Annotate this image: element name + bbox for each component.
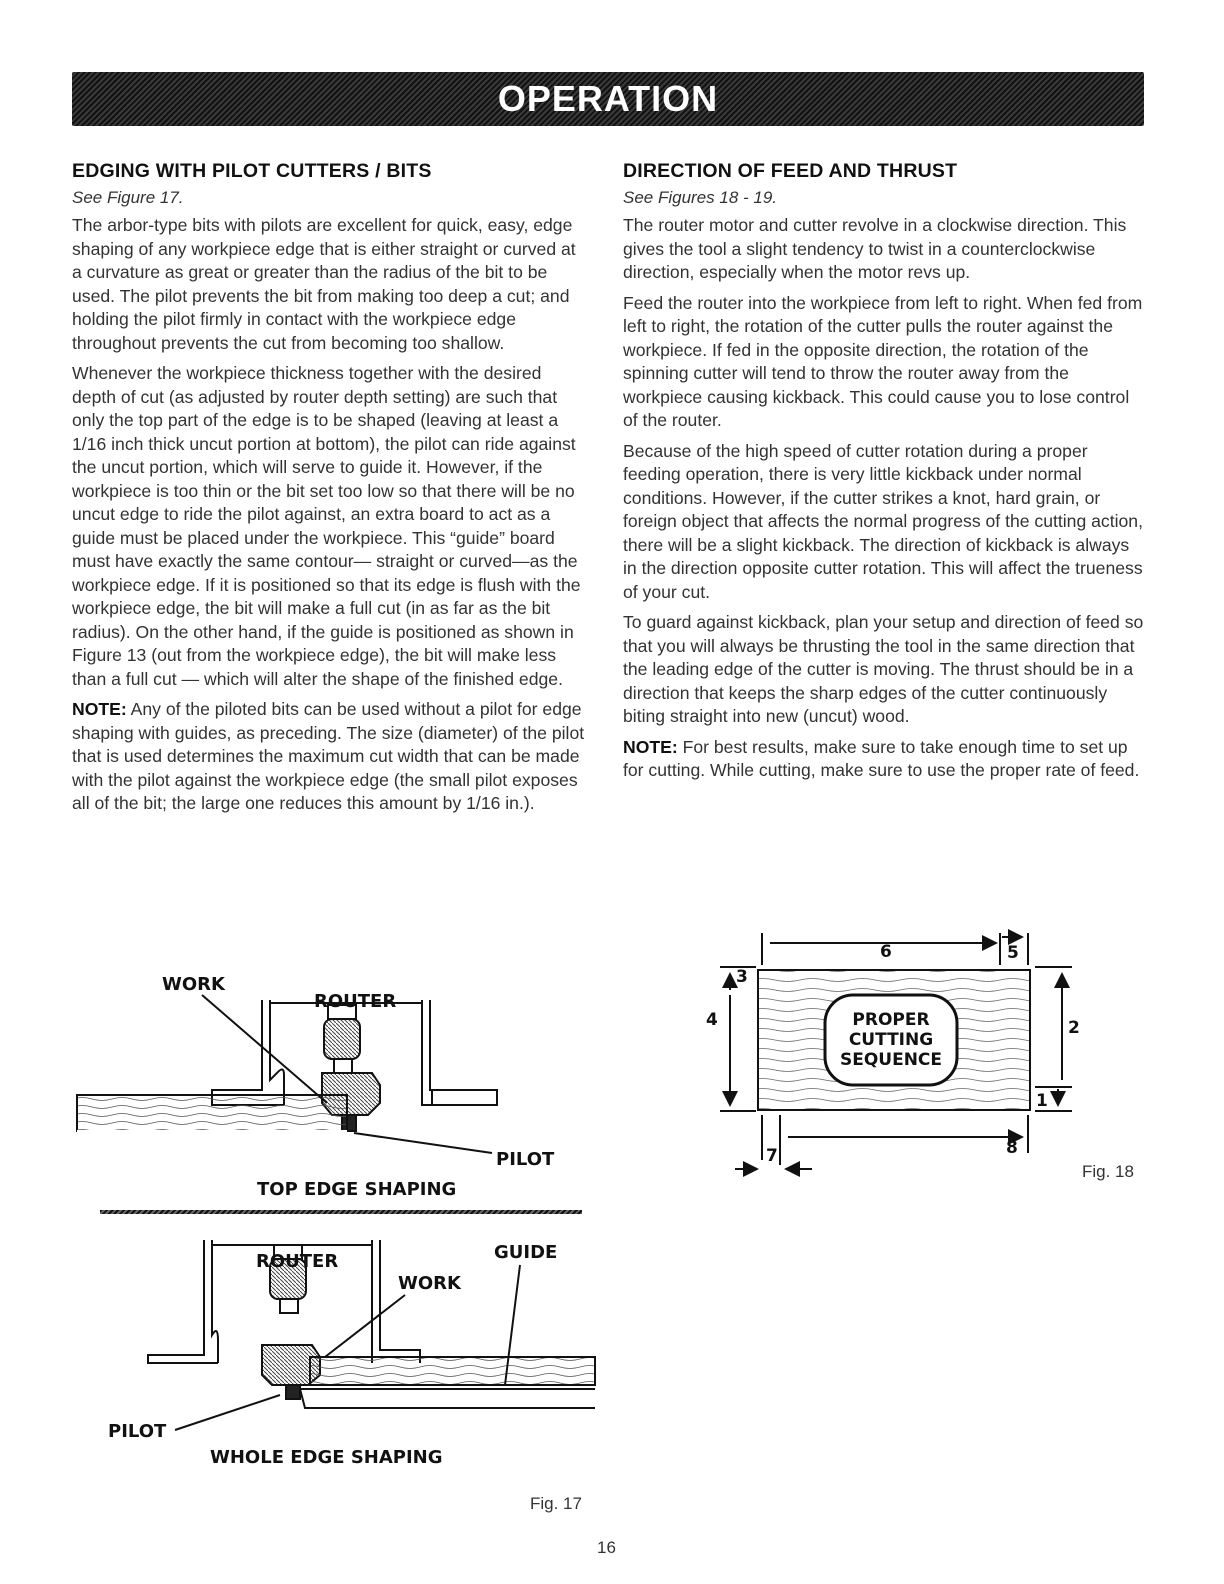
label-guide: GUIDE — [494, 1242, 558, 1263]
label-cutting: CUTTING — [848, 1030, 934, 1050]
left-paragraph-1: The arbor-type bits with pilots are excellent for quick, easy, edge shaping of any workpiece edge that is either straight or curved at a curvature as great or greater than the radius of the bit to be used. The pilot prevents the bit from making too deep a cut; and holding the pilot firmly in contact with the workpiece edge throughout prevents the cut from becoming too shallow. — [72, 215, 576, 353]
num-6: 6 — [880, 942, 892, 962]
right-paragraph-4: To guard against kickback, plan your setup and direction of feed so that you will always be thrusting the tool in the same direction that the leading edge of the cutter is moving. The thrust should be in a direction that keeps the sharp edges of the cutter continuously biting straight into new (uncut) wood. — [623, 612, 1144, 726]
caption-top-edge: TOP EDGE SHAPING — [257, 1179, 457, 1200]
num-1: 1 — [1036, 1091, 1048, 1111]
left-paragraph-2: Whenever the workpiece thickness together with the desired depth of cut (as adjusted by router depth setting) are such that only the top part of the edge is to be shaped (leaving at least a 1/16 inch thick uncut portion at bottom), the pilot can ride against the uncut portion, which will serve to guide it. However, if the workpiece is too thin or the bit set too low so that there will be no uncut edge to ride the pilot against, an extra board to act as a guide must be placed under the workpiece. This “guide” board must have exactly the same contour— straight or curved—as the workpiece edge. If it is positioned so that its edge is flush with the workpiece edge, the bit will make a full cut (in as far as the bit radius). On the other hand, if the guide is positioned as shown in Figure 13 (out from the workpiece edge), the bit will make less than a full cut — which will alter the shape of the finished edge. — [72, 363, 581, 689]
label-proper: PROPER — [852, 1010, 930, 1030]
right-column — [623, 160, 1145, 790]
figure-17-label: Fig. 17 — [530, 1494, 582, 1513]
right-paragraph-2: Feed the router into the workpiece from left to right. When fed from left to right, the rotation of the cutter pulls the router against the workpiece. If fed in the opposite direction, the rotation of the spinning cutter will tend to throw the router away from the workpiece causing kickback. This could cause you to lose control of the router. — [623, 292, 1143, 430]
figure-17-bottom — [100, 1235, 600, 1470]
right-paragraph-3: Because of the high speed of cutter rotation during a proper feeding operation, there is very little kickback under normal conditions. However, if the cutter strikes a knot, hard grain, or foreign object that affects the normal progress of the cutting action, there will be a slight kickback. The direction of kickback is always in the direction opposite cutter rotation. This will affect the trueness of your cut. — [623, 440, 1143, 602]
workpiece-board — [77, 1095, 347, 1136]
left-note — [72, 698, 587, 816]
label-router: ROUTER — [314, 991, 397, 1012]
figure-17-top — [72, 975, 592, 1210]
left-column — [72, 160, 587, 823]
label-router: ROUTER — [256, 1251, 339, 1272]
right-note — [623, 736, 1145, 783]
section-title: OPERATION — [497, 78, 719, 119]
right-paragraph-1: The router motor and cutter revolve in a clockwise direction. This gives the tool a slight tendency to twist in a counterclockwise direction, especially when the motor revs up. — [623, 215, 1127, 282]
section-banner — [72, 72, 1144, 126]
figure-18-label: Fig. 18 — [1082, 1162, 1134, 1181]
right-heading: DIRECTION OF FEED AND THRUST — [623, 160, 958, 182]
workpiece-board — [310, 1357, 595, 1385]
guide-board — [300, 1389, 595, 1408]
left-see-figure: See Figure 17. — [72, 188, 184, 207]
label-work: WORK — [162, 974, 225, 995]
note-text: Any of the piloted bits can be used without a pilot for edge shaping with guides, as preceding. The size (diameter) of the pilot that is used determines the maximum cut width that can be made with the pilot against the workpiece edge (the small pilot exposes all of the bit; the large one reduces this amount by 1/16 in.). — [72, 699, 585, 813]
left-heading: EDGING WITH PILOT CUTTERS / BITS — [72, 160, 432, 182]
label-pilot: PILOT — [496, 1149, 555, 1170]
label-sequence: SEQUENCE — [839, 1050, 943, 1070]
num-3: 3 — [736, 967, 748, 987]
note-text: For best results, make sure to take enough time to set up for cutting. While cutting, make sure to use the proper rate of feed. — [623, 736, 1140, 780]
note-label: NOTE: — [72, 699, 127, 719]
label-pilot: PILOT — [108, 1421, 167, 1442]
num-7: 7 — [766, 1146, 778, 1166]
page-number: 16 — [597, 1538, 616, 1557]
note-label: NOTE: — [623, 736, 678, 757]
label-work: WORK — [398, 1273, 461, 1294]
figure-divider — [100, 1210, 582, 1214]
figure-18 — [700, 925, 1100, 1175]
right-see-figure: See Figures 18 - 19. — [623, 188, 778, 207]
num-5: 5 — [1007, 943, 1019, 963]
num-4: 4 — [706, 1010, 718, 1030]
num-2: 2 — [1068, 1018, 1080, 1038]
caption-whole-edge: WHOLE EDGE SHAPING — [210, 1447, 443, 1468]
num-8: 8 — [1006, 1138, 1018, 1158]
